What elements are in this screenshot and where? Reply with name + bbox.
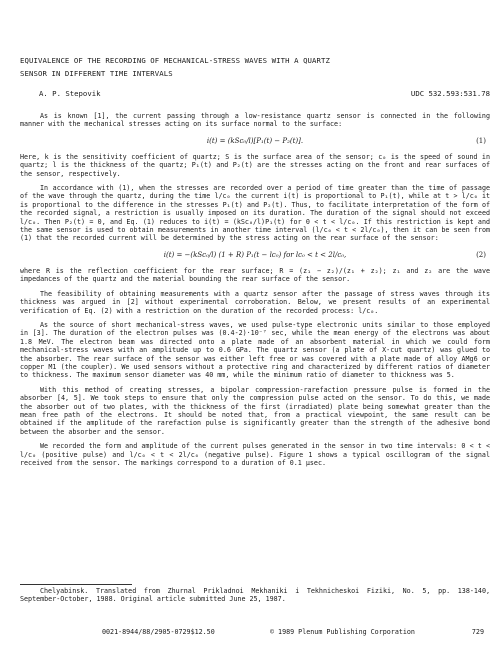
title-line-2: SENSOR IN DIFFERENT TIME INTERVALS xyxy=(20,69,173,78)
issn-code: 0021-8944/88/2905-0729$12.50 xyxy=(102,628,215,636)
page-footer xyxy=(20,627,490,637)
footnote-text: Chelyabinsk. Translated from Zhurnal Prikladnoi Mekhaniki i Tekhnicheskoi Fiziki, No. 5, pp. 138-140, September-October, 1988. Original article submitted June 25, 1987. xyxy=(20,587,490,604)
article-body xyxy=(20,112,490,473)
udc-code: UDC 532.593:531.78 xyxy=(410,89,490,98)
equation-2 xyxy=(20,249,490,263)
equation-1-expression: i(t) = (kSc₀/l)[P₁(t) − P₂(t)]. xyxy=(206,136,304,145)
paragraph-reflection: where R is the reflection coefficient for the rear surface; R = (z₁ − z₂)/(z₁ + z₂); z₁ and z₂ are the wave impedances of the quartz and the material bounding the rear surface of the sensor. xyxy=(20,266,490,284)
equation-1 xyxy=(20,135,490,149)
footnote xyxy=(20,587,490,604)
title-line-1: EQUIVALENCE OF THE RECORDING OF MECHANICAL-STRESS WAVES WITH A QUARTZ xyxy=(20,56,331,65)
equation-2-number: (2) xyxy=(476,250,486,259)
byline xyxy=(20,88,490,100)
paragraph-method: With this method of creating stresses, a bipolar compression-rarefaction pressure pulse is formed in the absorber [4, 5]. We took steps to ensure that only the compression pulse acted on the sensor. To do this, we made the absorber out of two plates, with the thickness of the first (irradiated) plate being somewhat greater than the mean free path of the electrons. It should be noted that, from a practical viewpoint, the same result can be obtained if the amplitude of the rarefaction pulse is significantly greater than the strength of the adhesive bond between the absorber and the sensor. xyxy=(20,385,490,436)
equation-1-number: (1) xyxy=(476,136,486,145)
paragraph-source: As the source of short mechanical-stress waves, we used pulse-type electronic units similar to those employed in [3]. The duration of the electron pulses was (0.4-2)·10⁻⁷ sec, while the mean energy of the electrons was about 1.8 MeV. The electron beam was directed onto a plate made of an absorbent material in which we could form mechanical-stress waves with an amplitude up to 0.6 GPa. The quartz sensor (a plate of X-cut quartz) was glued to the absorber. The rear surface of the sensor was either left free or was covered with a plate made of alloy AMg6 or copper M1 (the coupler). We used sensors without a protective ring and characterized by different ratios of diameter to thickness. The maximum sensor diameter was 40 mm, while the minimum ratio of diameter to thickness was 5. xyxy=(20,320,490,380)
author-name: A. P. Stepovik xyxy=(39,89,101,98)
paragraph-feasibility: The feasibility of obtaining measurements with a quartz sensor after the passage of stress waves through its thickness was argued in [2] without experimental corroboration. Below, we present results of an experimental verification of Eq. (2) with a restriction on the duration of the recorded process: l/c₀. xyxy=(20,289,490,315)
article-title xyxy=(20,54,490,80)
copyright-notice: © 1989 Plenum Publishing Corporation xyxy=(270,628,415,636)
equation-2-expression: i(t) = −(kSc₀/l) (1 + R) P₁(t − lc₀) for lc₀ < t < 2l/c₀, xyxy=(163,250,347,259)
paragraph-recording: We recorded the form and amplitude of the current pulses generated in the sensor in two time intervals: 0 < t < l/c₀ (positive pulse) and l/c₀ < t < 2l/c₀ (negative pulse). Figure 1 shows a typical oscillogram of the signal received from the sensor. The markings correspond to a duration of 0.1 μsec. xyxy=(20,442,490,467)
paragraph-definitions: Here, k is the sensitivity coefficient of quartz; S is the surface area of the sensor; c₀ is the speed of sound in quartz; l is the thickness of the quartz; P₁(t) and P₂(t) are the stresses acting on the front and rear surfaces of the sensor, respectively. xyxy=(20,152,490,178)
paragraph-intro: As is known [1], the current passing through a low-resistance quartz sensor is connected in the following manner with the mechanical stresses acting on its surface normal to the surface: xyxy=(20,112,490,129)
page-number: 729 xyxy=(471,628,484,636)
paragraph-restriction: In accordance with (1), when the stresses are recorded over a period of time greater than the time of passage of the wave through the quartz, during the time l/c₀ the current i(t) is proportional to P₁(t), while at t > l/c₀ it is proportional to the difference in the stresses P₁(t) and P₂(t). Thus, to facilitate interpretation of the form of the recorded signal, a restriction is usually imposed on its duration. The duration of the signal should not exceed l/c₀. Then P₂(t) = 0, and Eq. (1) reduces to i(t) = (kSc₀/l)P₁(t) for 0 < t < l/c₀. If this restriction is kept and the same sensor is used to obtain measurements in another time interval (l/c₀ < t < 2l/c₀), then it can be seen from (1) that the recorded current will be determined by the stress acting on the rear surface of the sensor: xyxy=(20,184,490,243)
footnote-divider xyxy=(20,584,132,585)
